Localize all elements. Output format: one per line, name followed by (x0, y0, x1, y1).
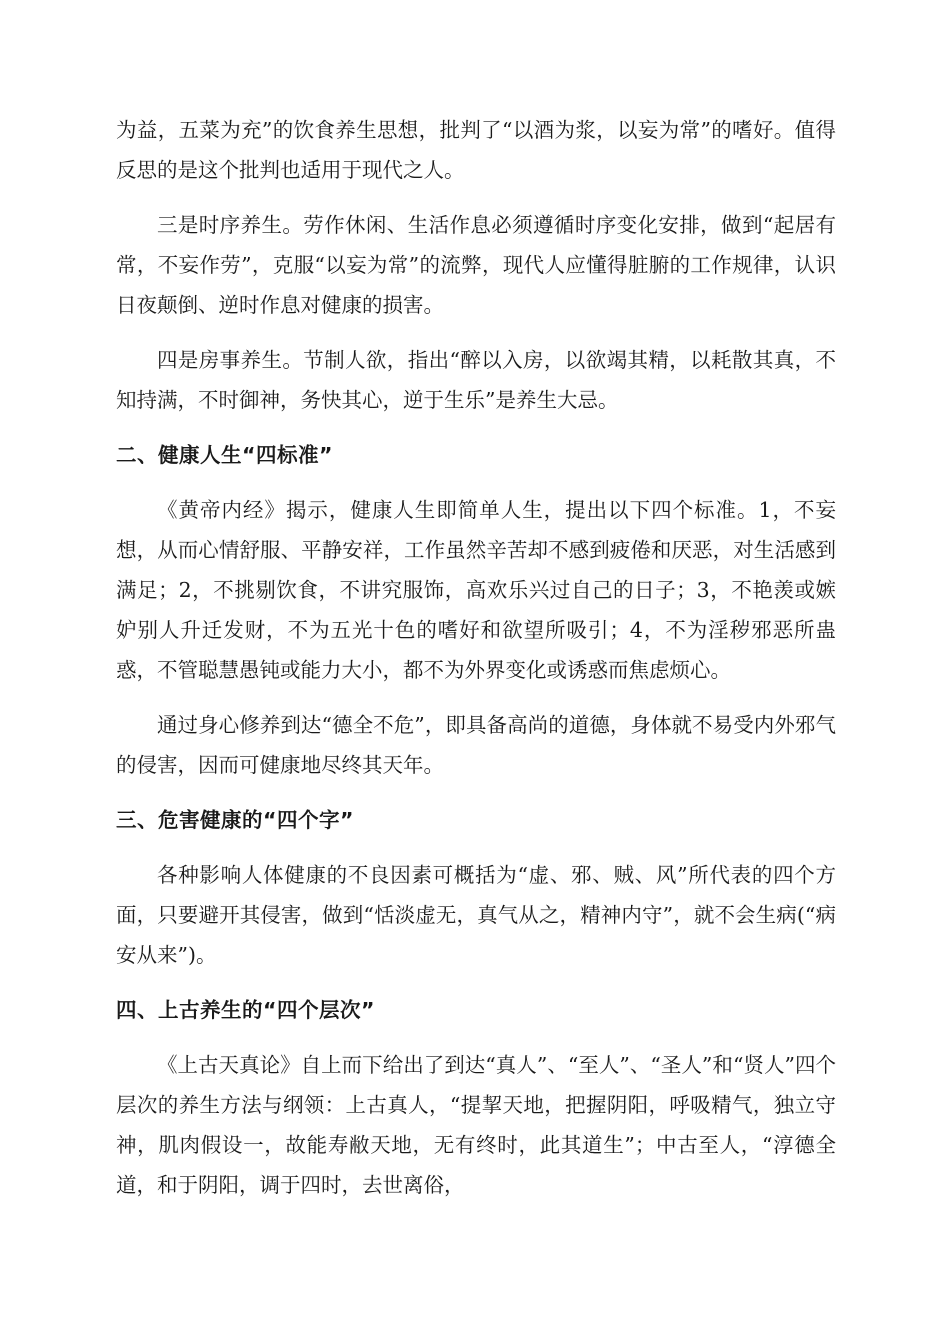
paragraph-seasonal-health: 三是时序养生。劳作休闲、生活作息必须遵循时序变化安排，做到“起居有常，不妄作劳”，克服“以妄为常”的流弊，现代人应懂得脏腑的工作规律，认识日夜颠倒、逆时作息对健康的损害。 (116, 213, 836, 317)
document-body (116, 110, 836, 1220)
paragraph-diet-continuation: 为益，五菜为充”的饮食养生思想，批判了“以酒为浆，以妄为常”的嗜好。值得反思的是这个批判也适用于现代之人。 (116, 118, 836, 182)
section-heading-four-standards: 二、健康人生“四标准” (116, 443, 333, 467)
paragraph-restraint-health: 四是房事养生。节制人欲，指出“醉以入房，以欲竭其精，以耗散其真，不知持满，不时御神，务快其心，逆于生乐”是养生大忌。 (116, 348, 836, 412)
paragraph-virtue: 通过身心修养到达“德全不危”，即具备高尚的道德，身体就不易受内外邪气的侵害，因而可健康地尽终其天年。 (116, 713, 836, 777)
paragraph-four-levels: 《上古天真论》自上而下给出了到达“真人”、“至人”、“圣人”和“贤人”四个层次的养生方法与纲领：上古真人，“提挈天地，把握阴阳，呼吸精气，独立守神，肌肉假设一，故能寿敝天地，无有终时，此其道生”；中古至人，“淳德全道，和于阴阳，调于四时，去世离俗， (116, 1053, 836, 1197)
section-heading-four-words: 三、危害健康的“四个字” (116, 808, 354, 832)
paragraph-four-standards: 《黄帝内经》揭示，健康人生即简单人生，提出以下四个标准。1，不妄想，从而心情舒服、平静安祥，工作虽然辛苦却不感到疲倦和厌恶，对生活感到满足；2，不挑剔饮食，不讲究服饰，高欢乐兴过自己的日子；3，不艳羡或嫉妒别人升迁发财，不为五光十色的嗜好和欲望所吸引；4，不为淫秽邪恶所蛊惑，不管聪慧愚钝或能力大小，都不为外界变化或诱惑而焦虑烦心。 (116, 498, 836, 682)
paragraph-four-words: 各种影响人体健康的不良因素可概括为“虚、邪、贼、风”所代表的四个方面，只要避开其侵害，做到“恬淡虚无，真气从之，精神内守”，就不会生病(“病安从来”)。 (116, 863, 836, 967)
section-heading-four-levels: 四、上古养生的“四个层次” (116, 998, 375, 1022)
